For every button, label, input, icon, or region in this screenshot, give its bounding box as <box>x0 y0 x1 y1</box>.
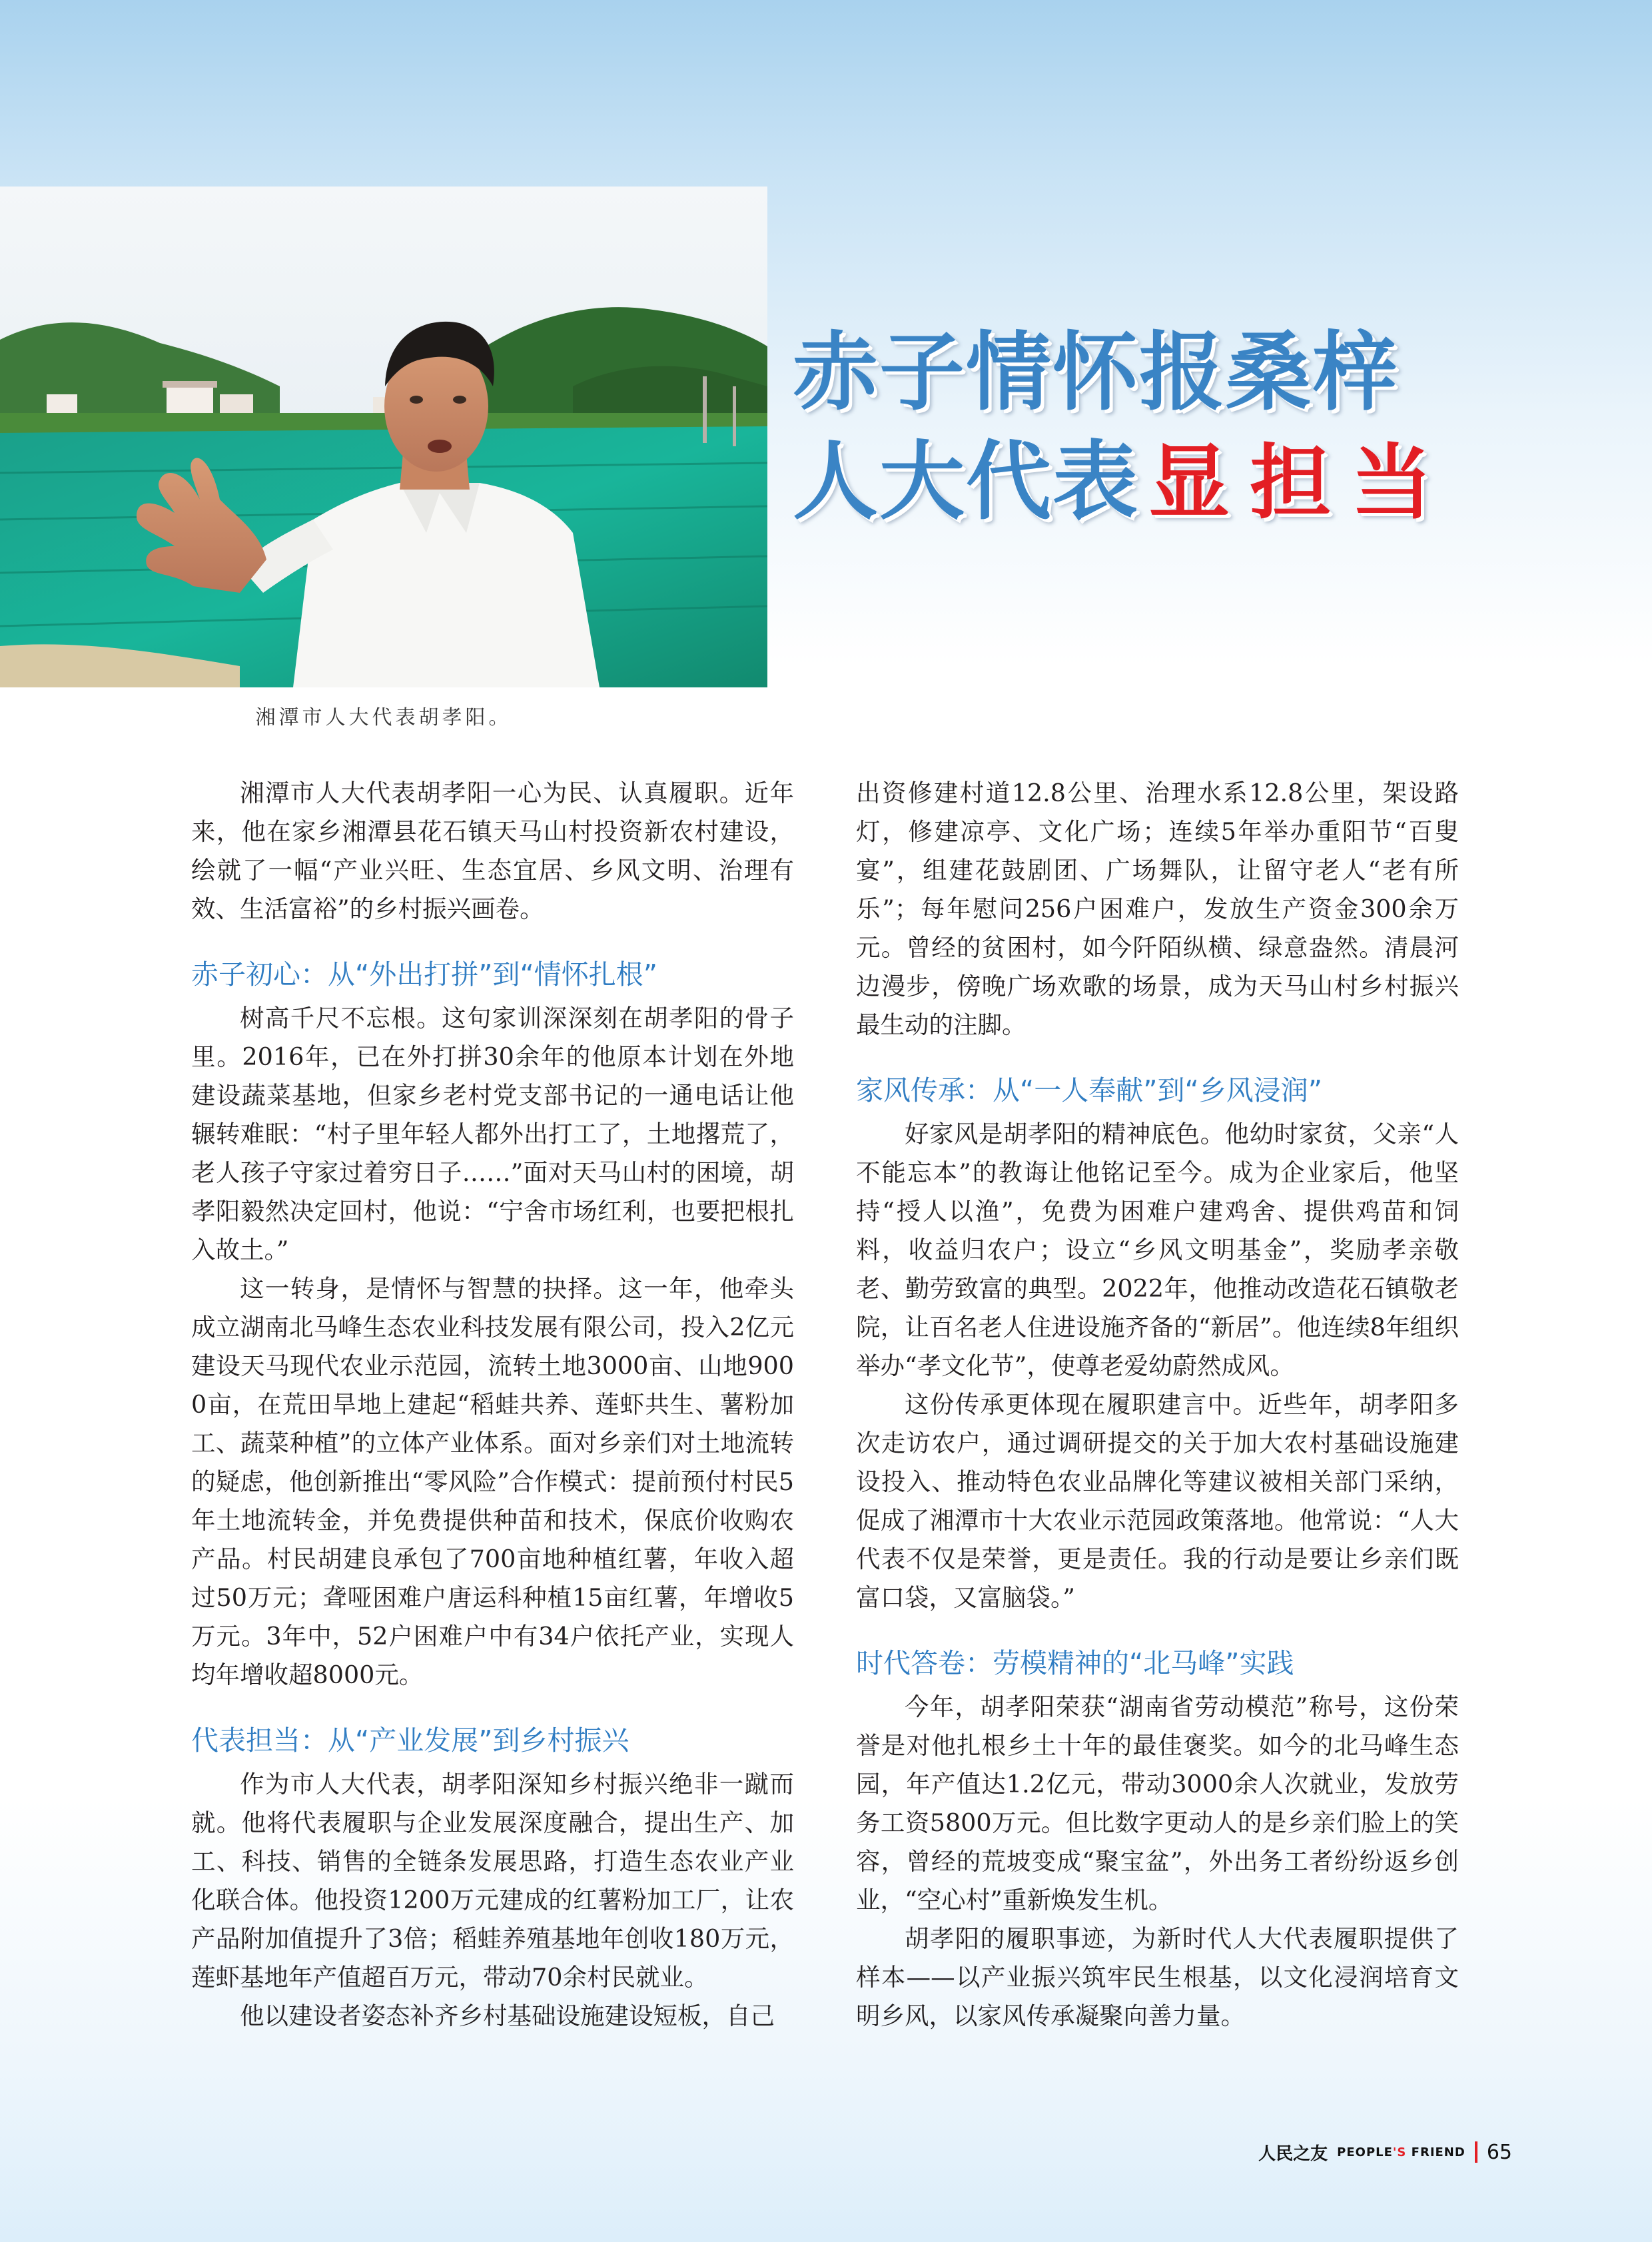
right-column <box>856 774 1459 2036</box>
continued-paragraph: 出资修建村道12.8公里、治理水系12.8公里，架设路灯，修建凉亭、文化广场；连续5年举办重阳节“百叟宴”，组建花鼓剧团、广场舞队，让留守老人“老有所乐”；每年慰问256户困难户，发放生产资金300余万元。曾经的贫困村，如今阡陌纵横、绿意盎然。清晨河边漫步，傍晚广场欢歌的场景，成为天马山村乡村振兴最生动的注脚。 <box>856 779 1459 1039</box>
page-number: 65 <box>1486 2140 1512 2164</box>
section1-paragraph-1: 树高千尺不忘根。这句家训深深刻在胡孝阳的骨子里。2016年，已在外打拼30余年的他原本计划在外地建设蔬菜基地，但家乡老村党支部书记的一通电话让他辗转难眠：“村子里年轻人都外出打工了，土地撂荒了，老人孩子守家过着穷日子……”面对天马山村的困境，胡孝阳毅然决定回村，他说：“宁舍市场红利，也要把根扎入故土。” <box>191 1004 794 1264</box>
photo-caption: 湘潭市人大代表胡孝阳。 <box>255 706 512 729</box>
section-heading-4: 时代答卷：劳模精神的“北马峰”实践 <box>856 1647 1294 1679</box>
magazine-en-part-a: PEOPLE <box>1337 2145 1393 2159</box>
magazine-en-part-c: FRIEND <box>1406 2145 1465 2159</box>
portrait-photo <box>0 187 767 687</box>
left-column <box>191 774 794 2036</box>
footer-divider <box>1475 2141 1477 2163</box>
section3-paragraph-1: 好家风是胡孝阳的精神底色。他幼时家贫，父亲“人不能忘本”的教诲让他铭记至今。成为企业家后，他坚持“授人以渔”，免费为困难户建鸡舍、提供鸡苗和饲料，收益归农户；设立“乡风文明基金”，奖励孝亲敬老、勤劳致富的典型。2022年，他推动改造花石镇敬老院，让百名老人住进设施齐备的“新居”。他连续8年组织举办“孝文化节”，使尊老爱幼蔚然成风。 <box>856 1120 1459 1380</box>
section3-paragraph-2: 这份传承更体现在履职建言中。近些年，胡孝阳多次走访农户，通过调研提交的关于加大农村基础设施建设投入、推动特色农业品牌化等建议被相关部门采纳，促成了湘潭市十大农业示范园政策落地。他常说：“人大代表不仅是荣誉，更是责任。我的行动是要让乡亲们既富口袋，又富脑袋。” <box>856 1390 1459 1612</box>
section2-paragraph-1: 作为市人大代表，胡孝阳深知乡村振兴绝非一蹴而就。他将代表履职与企业发展深度融合，提出生产、加工、科技、销售的全链条发展思路，打造生态农业产业化联合体。他投资1200万元建成的红薯粉加工厂，让农产品附加值提升了3倍；稻蛙养殖基地年创收180万元，莲虾基地年产值超百万元，带动70余村民就业。 <box>191 1770 794 1992</box>
magazine-name-en <box>1337 2145 1465 2159</box>
title-line-2 <box>793 428 1632 537</box>
magazine-en-part-b: 'S <box>1392 2145 1407 2159</box>
title-line-2-blue: 人大代表 <box>793 432 1140 532</box>
section4-paragraph-2: 胡孝阳的履职事迹，为新时代人大代表履职提供了样本——以产业振兴筑牢民生根基，以文化浸润培育文明乡风，以家风传承凝聚向善力量。 <box>856 1924 1459 2030</box>
section-heading-2: 代表担当：从“产业发展”到乡村振兴 <box>191 1724 629 1756</box>
title-line-1: 赤子情怀报桑梓 <box>793 323 1400 422</box>
section4-paragraph-1: 今年，胡孝阳荣获“湖南省劳动模范”称号，这份荣誉是对他扎根乡土十年的最佳褒奖。如今的北马峰生态园，年产值达1.2亿元，带动3000余人次就业，发放劳务工资5800万元。但比数字更动人的是乡亲们脸上的笑容，曾经的荒坡变成“聚宝盆”，外出务工者纷纷返乡创业，“空心村”重新焕发生机。 <box>856 1692 1459 1914</box>
section1-paragraph-2: 这一转身，是情怀与智慧的抉择。这一年，他牵头成立湖南北马峰生态农业科技发展有限公司，投入2亿元建设天马现代农业示范园，流转土地3000亩、山地9000亩，在荒田旱地上建起“稻蛙共养、莲虾共生、薯粉加工、蔬菜种植”的立体产业体系。面对乡亲们对土地流转的疑虑，他创新推出“零风险”合作模式：提前预付村民5年土地流转金，并免费提供种苗和技术，保底价收购农产品。村民胡建良承包了700亩地种植红薯，年收入超过50万元；聋哑困难户唐运科种植15亩红薯，年增收5万元。3年中，52户困难户中有34户依托产业，实现人均年增收超8000元。 <box>191 1274 794 1689</box>
title-line-2-red: 显担当 <box>1148 434 1453 530</box>
section-heading-3: 家风传承：从“一人奉献”到“乡风浸润” <box>856 1074 1322 1106</box>
page-footer <box>1246 2139 1512 2165</box>
section2-paragraph-2: 他以建设者姿态补齐乡村基础设施建设短板，自己 <box>240 2002 775 2030</box>
magazine-name-cn: 人民之友 <box>1258 2143 1328 2164</box>
section-heading-1: 赤子初心：从“外出打拼”到“情怀扎根” <box>191 958 657 990</box>
intro-paragraph: 湘潭市人大代表胡孝阳一心为民、认真履职。近年来，他在家乡湘潭县花石镇天马山村投资新农村建设，绘就了一幅“产业兴旺、生态宜居、乡风文明、治理有效、生活富裕”的乡村振兴画卷。 <box>191 779 794 923</box>
article-title <box>793 318 1632 537</box>
